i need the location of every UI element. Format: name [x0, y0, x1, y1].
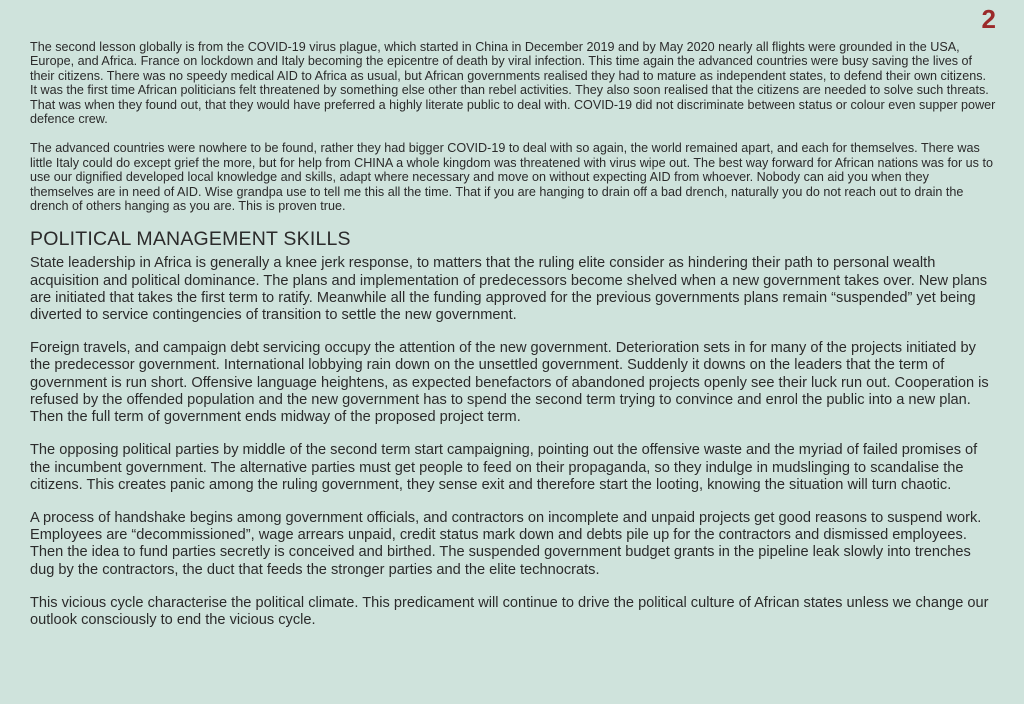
- section-paragraph-3: The opposing political parties by middle of the second term start campaigning, pointing out the offensive waste and the myriad of failed promises of the incumbent government. The alternative parties must get people to feed on their propaganda, so they indulge in mudslinging to scandalise the citizens. This creates panic among the ruling government, they sense exit and therefore start the looting, knowing the situation will turn chaotic.: [30, 442, 978, 493]
- section-paragraph-4: A process of handshake begins among government officials, and contractors on incomplete and unpaid projects get good reasons to suspend work. Employees are “decommissioned”, wage arrears unpaid, credit status mark down and debts pile up for the contractors and dismissed employees. Then the idea to fund parties secretly is conceived and birthed. The suspended government budget grants in the pipeline leak slowly into trenches dug by the contractors, the duct that feeds the stronger parties and the elite technocrats.: [30, 509, 982, 578]
- section-paragraph-1: State leadership in Africa is generally a knee jerk response, to matters that the ruling elite consider as hindering their path to personal wealth acquisition and political dominance. The plans and implementation of predecessors become shelved when a new government takes over. New plans are initiated that takes the first term to ratify. Meanwhile all the funding approved for the previous governments plans remain “suspended” yet being diverted to service contingencies of transition to settle the new government.: [30, 255, 987, 324]
- page-content: [30, 40, 996, 645]
- intro-paragraph-1: The second lesson globally is from the COVID-19 virus plague, which started in China in December 2019 and by May 2020 nearly all flights were grounded in the USA, Europe, and Africa. France on lockdown and Italy becoming the epicentre of death by viral infection. This time again the advanced countries were busy saving the lives of their citizens. There was no speedy medical AID to Africa as usual, but African governments realised they had to mature as independent states, to defend their own citizens. It was the first time African politicians felt threatened by something else other than rebel activities. They also soon realised that the citizens are needed to solve such threats. That was when they found out, that they would have preferred a highly literate public to deal with. COVID-19 did not discriminate between status or colour even supper power defence crew.: [30, 40, 996, 127]
- intro-paragraph-2: The advanced countries were nowhere to be found, rather they had bigger COVID-19 to deal with so again, the world remained apart, and each for themselves. There was little Italy could do except grief the more, but for help from CHINA a whole kingdom was threatened with virus wipe out. The best way forward for African nations was for us to use our dignified developed local knowledge and skills, adapt where necessary and move on without expecting AID from whoever. Nobody can aid you when they themselves are in need of AID. Wise grandpa use to tell me this all the time. That if you are hanging to drain off a bad drench, naturally you do not reach out to drain the drench of others hanging as you are. This is proven true.: [30, 141, 993, 214]
- page-number: 2: [981, 4, 996, 34]
- section-paragraph-2: Foreign travels, and campaign debt servicing occupy the attention of the new government. Deterioration sets in for many of the projects initiated by the predecessor government. International lobbying rain down on the unsettled government. Suddenly it downs on the leaders that the term of government is run short. Offensive language heightens, as expected benefactors of abandoned projects openly see their luck run out. Cooperation is refused by the offended population and the new government has to spend the second term trying to convince and enrol the public into a new plan. Then the full term of government ends midway of the proposed project term.: [30, 340, 989, 426]
- section-heading: POLITICAL MANAGEMENT SKILLS: [30, 228, 351, 251]
- section-paragraph-5: This vicious cycle characterise the political climate. This predicament will continue to drive the political culture of African states unless we change our outlook consciously to end the vicious cycle.: [30, 594, 989, 628]
